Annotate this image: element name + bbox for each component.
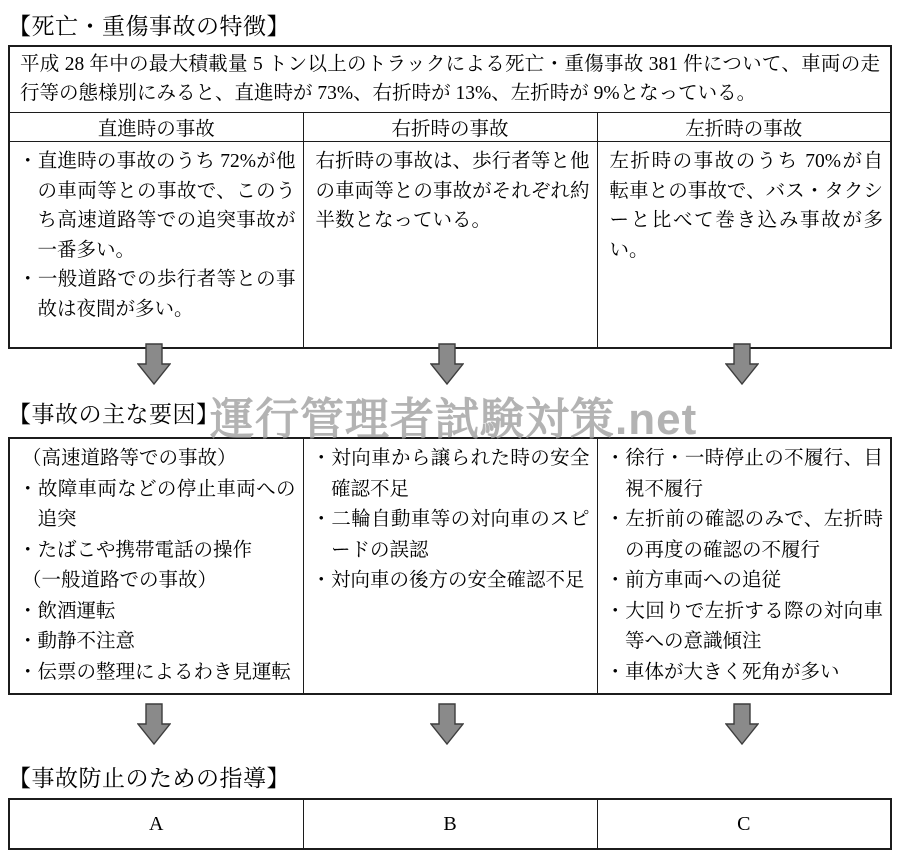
features-col-straight-cell <box>9 142 303 349</box>
section-guidance-title: 【事故防止のための指導】 <box>8 766 290 791</box>
site-watermark: 運行管理者試験対策.net <box>210 395 698 444</box>
section-causes-title: 【事故の主な要因】 <box>8 402 220 427</box>
features-col-left-turn-header: 左折時の事故 <box>597 113 891 142</box>
list-item: （高速道路等での事故） <box>22 448 237 469</box>
causes-content-row <box>9 438 891 694</box>
list-item: ・前方車両への追従 <box>605 570 782 591</box>
guidance-row <box>9 799 891 849</box>
guidance-table <box>8 798 892 850</box>
list-item: ・伝票の整理によるわき見運転 <box>18 661 292 683</box>
features-intro-text: 平成 28 年中の最大積載量 5 トン以上のトラックによる死亡・重傷事故 381 件について、車両の走行等の態様別にみると、直進時が 73%、右折時が 13%、左折時が 9%となっている。 <box>9 46 891 113</box>
features-col-left-turn-cell <box>597 142 891 349</box>
list-item: ・大回りで左折する際の対向車等への意識傾注 <box>605 600 883 652</box>
list-item: ・たばこや携帯電話の操作 <box>18 539 253 561</box>
down-arrow-icon <box>137 703 171 745</box>
down-arrow-icon <box>725 703 759 745</box>
list-item: ・左折前の確認のみで、左折時の再度の確認の不履行 <box>605 509 883 561</box>
list-item: ・二輪自動車等の対向車のスピードの誤認 <box>311 509 590 561</box>
features-header-row <box>9 113 891 142</box>
down-arrow-icon <box>725 343 759 385</box>
guidance-cell-b: B <box>303 799 597 849</box>
guidance-cell-c: C <box>597 799 891 849</box>
list-item: 左折時の事故のうち 70%が自転車との事故で、バス・タクシーと比べて巻き込み事故が多い。 <box>609 151 883 261</box>
down-arrow-icon <box>430 703 464 745</box>
features-col-right-turn-cell <box>303 142 597 349</box>
list-item: ・徐行・一時停止の不履行、目視不履行 <box>605 448 883 500</box>
features-content-row <box>9 142 891 349</box>
list-item: ・対向車から譲られた時の安全確認不足 <box>311 448 590 500</box>
down-arrow-icon <box>137 343 171 385</box>
causes-col-left-turn-cell <box>597 438 891 694</box>
list-item: ・車体が大きく死角が多い <box>605 661 840 683</box>
list-item: 右折時の事故は、歩行者等と他の車両等との事故がそれぞれ約半数となっている。 <box>315 151 590 231</box>
features-intro-row <box>9 46 891 113</box>
down-arrow-icon <box>430 343 464 385</box>
guidance-cell-a: A <box>9 799 303 849</box>
list-item: ・一般道路での歩行者等との事故は夜間が多い。 <box>18 269 296 320</box>
features-col-right-turn-header: 右折時の事故 <box>303 113 597 142</box>
causes-table <box>8 437 892 695</box>
list-item: ・対向車の後方の安全確認不足 <box>311 570 585 591</box>
causes-col-straight-cell <box>9 438 303 694</box>
features-table <box>8 45 892 349</box>
features-col-straight-header: 直進時の事故 <box>9 113 303 142</box>
list-item: ・直進時の事故のうち 72%が他の車両等との事故で、このうち高速道路等での追突事故が一番多い。 <box>18 151 296 261</box>
causes-col-right-turn-cell <box>303 438 597 694</box>
list-item: （一般道路での事故） <box>22 570 218 591</box>
list-item: ・飲酒運転 <box>18 600 116 622</box>
list-item: ・動静不注意 <box>18 631 136 652</box>
list-item: ・故障車両などの停止車両への追突 <box>18 478 296 530</box>
section-features-title: 【死亡・重傷事故の特徴】 <box>8 14 290 39</box>
